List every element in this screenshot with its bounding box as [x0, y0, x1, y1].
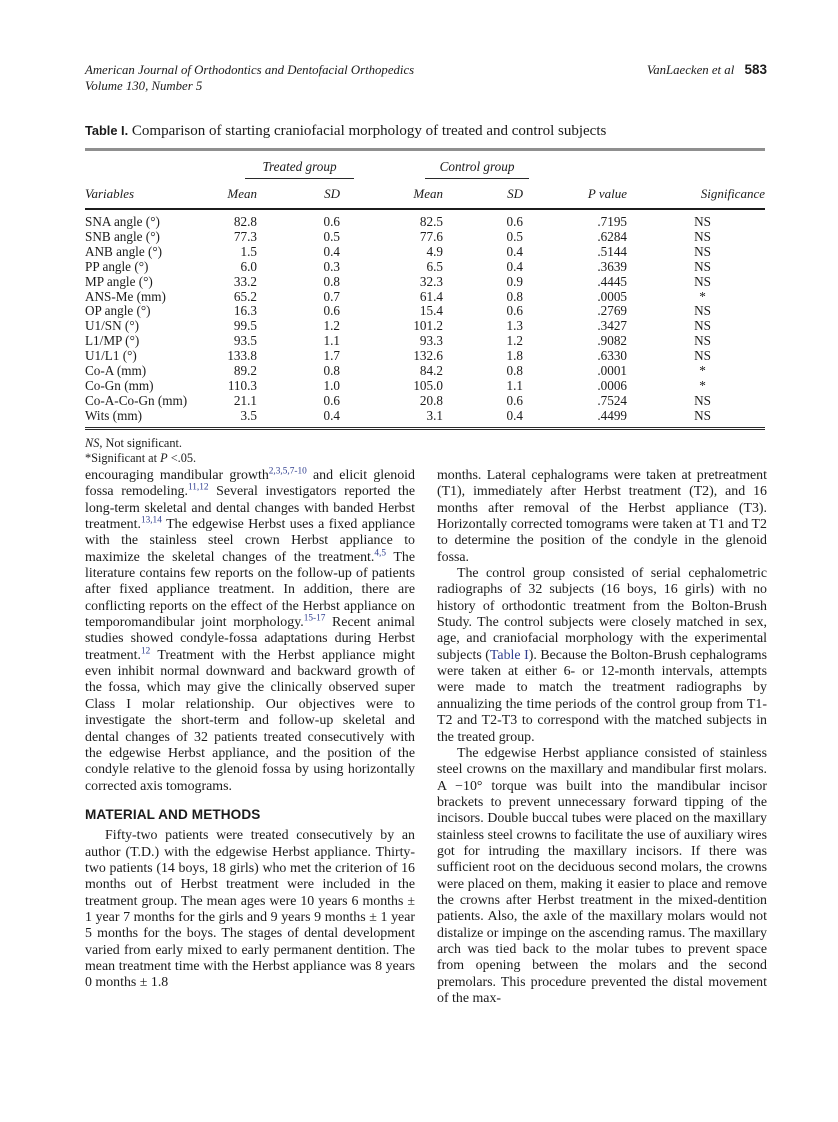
table-cell: 1.1: [506, 378, 523, 393]
text-segment: NS: [85, 435, 100, 450]
table-cell: 6.5: [426, 259, 443, 274]
table-cell: 0.3: [323, 259, 340, 274]
col-header-treated-sd: SD: [285, 180, 370, 209]
table-cell: NS: [694, 214, 711, 229]
table-footnote-significant: [85, 451, 765, 467]
table-cell: .3639: [597, 259, 627, 274]
table-caption-text: Comparison of starting craniofacial morphology of treated and control subjects: [131, 123, 607, 139]
table-cell: 0.6: [323, 304, 340, 319]
table-bottom-rule: [85, 427, 765, 430]
table-cell: 0.5: [323, 229, 340, 244]
paragraph-intro: [85, 468, 415, 795]
table-row: [85, 379, 765, 394]
group-header-row: [85, 151, 765, 180]
col-header-variables: Variables: [85, 180, 225, 209]
table-cell: NS: [694, 393, 711, 408]
citation-link[interactable]: 13,14: [140, 515, 162, 526]
table-1-section: [85, 121, 765, 467]
table-cell: .2769: [597, 304, 627, 319]
table-cell: .9082: [597, 334, 627, 349]
table-cell: 1.5: [240, 244, 257, 259]
table-cell: NS: [694, 229, 711, 244]
table-cell: SNB angle (°): [85, 229, 160, 244]
table-cell: U1/L1 (°): [85, 349, 137, 364]
text-segment: encouraging mandibular growth: [85, 468, 269, 483]
table-caption-line: [85, 121, 765, 141]
table-cell: Co-A (mm): [85, 364, 147, 379]
journal-volume: Volume 130, Number 5: [85, 79, 203, 93]
table-cell: .0001: [597, 364, 627, 379]
table-cell: PP angle (°): [85, 259, 149, 274]
table-cell: NS: [694, 334, 711, 349]
table-cell: 15.4: [419, 304, 443, 319]
table-cell: 77.6: [419, 229, 443, 244]
table-cell: .6284: [597, 229, 627, 244]
table-cell: Co-Gn (mm): [85, 378, 154, 393]
running-authors: VanLaecken et al: [646, 63, 735, 77]
citation-link[interactable]: 11,12: [187, 482, 209, 493]
text-segment: *Significant at: [85, 451, 161, 466]
table-cell: MP angle (°): [85, 274, 153, 289]
table-row: [85, 394, 765, 409]
table-cell: 133.8: [227, 349, 257, 364]
journal-title: American Journal of Orthodontics and Dentofacial Orthopedics: [85, 63, 415, 77]
paragraph-control-group: [437, 566, 767, 746]
table-cell: 61.4: [419, 289, 443, 304]
col-header-control-mean: Mean: [370, 180, 470, 209]
table-cell: 33.2: [233, 274, 257, 289]
table-cell: .6330: [597, 349, 627, 364]
table-cell: NS: [694, 304, 711, 319]
table-cell: 105.0: [413, 378, 443, 393]
table-ref-link[interactable]: Table I: [489, 647, 529, 663]
text-segment: Recent animal studies showed condyle-fossa adaptations during Herbst treatment.: [85, 615, 415, 663]
table-cell: *: [699, 378, 706, 393]
table-cell: 0.8: [323, 364, 340, 379]
table-cell: OP angle (°): [85, 304, 151, 319]
paragraph-methods-2: months. Lateral cephalograms were taken at pretreatment (T1), immediately after Herbst treatment (T2), and 16 months after removal of the Herbst appliance (T3). Horizontally corrected tomograms were taken at T1 and T2 to determine the position of the condyle in the glenoid fossa.: [437, 468, 767, 565]
table-cell: 32.3: [419, 274, 443, 289]
table-cell: 16.3: [233, 304, 257, 319]
col-header-control-sd: SD: [470, 180, 550, 209]
text-segment: The literature contains few reports on the follow-up of patients after fixed appliance treatment. In addition, there are conflicting reports on the effect of the Herbst appliance on temporomandibular joint morphology.: [85, 549, 415, 631]
table-cell: NS: [694, 319, 711, 334]
table-cell: 1.8: [506, 349, 523, 364]
table-cell: 1.2: [506, 334, 523, 349]
table-cell: 110.3: [227, 378, 257, 393]
table-cell: 93.3: [419, 334, 443, 349]
text-segment: Treatment with the Herbst appliance might even inhibit normal downward and backward growth of the fossa, which may give the clinically observed super Class I molar relationship. Our objectives were to investigate the short-term and follow-up skeletal and dental changes of 32 patients treated consecutively with the edgewise Herbst appliance, and the position of the condyle relative to the glenoid fossa by using horizontally corrected axis tomograms.: [85, 647, 415, 794]
running-head-right: [647, 62, 767, 78]
table-cell: 0.6: [506, 304, 523, 319]
table-cell: 99.5: [233, 319, 257, 334]
table-row: [85, 304, 765, 319]
table-cell: NS: [694, 259, 711, 274]
table-cell: 0.5: [506, 229, 523, 244]
table-row: [85, 349, 765, 364]
table-cell: .3427: [597, 319, 627, 334]
paragraph-methods-1: Fifty-two patients were treated consecutively by an author (T.D.) with the edgewise Herbst appliance. Thirty-two patients (14 boys, 18 girls) who met the criterion of 16 months out of Herbst treatment were included in the treatment group. The mean ages were 10 years 6 months ± 1 year 7 months for the girls and 9 years 9 months ± 1 year 5 months for the boys. The stages of dental development varied from early mixed to early permanent dentition. The mean treatment time with the Herbst appliance was 8 years 0 months ± 1.8: [85, 828, 415, 991]
running-head: [85, 62, 767, 94]
table-label: Table I.: [85, 123, 129, 138]
table-cell: 89.2: [233, 364, 257, 379]
table-cell: .4445: [597, 274, 627, 289]
table-cell: NS: [694, 408, 711, 423]
citation-link[interactable]: 4,5: [374, 548, 386, 559]
table-row: [85, 334, 765, 349]
table-cell: Co-A-Co-Gn (mm): [85, 393, 188, 408]
text-segment: P: [160, 451, 168, 466]
table-cell: NS: [694, 244, 711, 259]
table-cell: 0.9: [506, 274, 523, 289]
text-segment: ). Because the Bolton-Brush cephalograms were taken at either 6- or 12-month intervals, attempts were made to match the treatment radiographs by annualizing the time periods of the control group from T1-T2 and T2-T3 to correspond with the matched subjects in the treated group.: [437, 647, 767, 745]
table-cell: 4.9: [426, 244, 443, 259]
table-cell: 84.2: [419, 364, 443, 379]
table-cell: 0.8: [506, 364, 523, 379]
table-cell: 132.6: [413, 349, 443, 364]
table-cell: 0.8: [506, 289, 523, 304]
citation-link[interactable]: 15-17: [303, 613, 326, 624]
journal-info: [85, 62, 414, 94]
table-cell: NS: [694, 274, 711, 289]
col-header-treated-mean: Mean: [225, 180, 285, 209]
table-cell: 1.2: [323, 319, 340, 334]
table-cell: .7195: [597, 214, 627, 229]
citation-link[interactable]: 2,3,5,7-10: [268, 466, 307, 477]
text-segment: and elicit glenoid fossa remodeling.: [85, 468, 415, 500]
column-header-row: [85, 180, 765, 209]
page-number: 583: [744, 62, 767, 77]
table-cell: 0.7: [323, 289, 340, 304]
table-row: [85, 319, 765, 334]
table-cell: .0006: [597, 378, 627, 393]
text-segment: Several investigators reported the long-term skeletal and dental changes with banded Herbst treatment.: [85, 484, 415, 533]
table-cell: 3.1: [426, 408, 443, 423]
table-cell: .0005: [597, 289, 627, 304]
table-cell: ANS-Me (mm): [85, 289, 166, 304]
table-cell: *: [699, 289, 706, 304]
table-footnotes: [85, 436, 765, 467]
table-cell: NS: [694, 349, 711, 364]
table-cell: 20.8: [419, 393, 443, 408]
treated-group-header: Treated group: [245, 159, 354, 179]
paragraph-appliance: The edgewise Herbst appliance consisted of stainless steel crowns on the maxillary and mandibular first molars. A −10° torque was built into the mandibular incisor brackets to prevent unnecessary forward tipping of the incisors. Double buccal tubes were placed on the maxillary stainless steel crowns to facilitate the use of auxiliary wires got for intruding the maxillary incisors. If there was sufficient root on the deciduous second molars, the crowns were placed on them, making it easier to place and remove the crowns after Herbst treatment in the mixed-dentition patients. Also, the axle of the maxillary molars would not distalize or impinge on the ascending ramus. The maxillary arch was tied back to the molar tubes to prevent space from opening between the molars and the second premolars. This procedure prevented the distal movement of the max-: [437, 745, 767, 1006]
citation-link[interactable]: 12: [140, 646, 151, 657]
right-column: [437, 468, 767, 1007]
table-cell: 1.7: [323, 349, 340, 364]
left-column: [85, 468, 415, 1007]
table-cell: 0.4: [506, 244, 523, 259]
table-row: [85, 409, 765, 424]
table-cell: SNA angle (°): [85, 214, 160, 229]
comparison-table: [85, 151, 765, 424]
text-segment: The control group consisted of serial cephalometric radiographs of 32 subjects (16 boys, 16 girls) with no history of orthodontic treatment from the Bolton-Brush Study. The control subjects were closely matched in sex, age, and craniofacial morphology with the experimental subjects (: [437, 566, 767, 663]
table-cell: 0.4: [506, 408, 523, 423]
table-cell: 0.6: [323, 214, 340, 229]
table-cell: .5144: [597, 244, 627, 259]
text-segment: <.05.: [167, 451, 197, 466]
text-segment: , Not significant.: [99, 435, 183, 450]
table-cell: 0.6: [506, 393, 523, 408]
control-group-header: Control group: [425, 159, 529, 179]
table-row: [85, 230, 765, 245]
table-cell: 77.3: [233, 229, 257, 244]
table-cell: 65.2: [233, 289, 257, 304]
table-cell: .7524: [597, 393, 627, 408]
table-cell: 1.3: [506, 319, 523, 334]
table-cell: 93.5: [233, 334, 257, 349]
section-heading-material-and-methods: MATERIAL AND METHODS: [85, 806, 261, 822]
table-cell: 0.4: [323, 408, 340, 423]
table-cell: 101.2: [413, 319, 443, 334]
table-cell: 0.8: [323, 274, 340, 289]
table-cell: 82.5: [419, 214, 443, 229]
table-row: [85, 275, 765, 290]
table-row: [85, 209, 765, 230]
table-cell: 21.1: [233, 393, 257, 408]
table-cell: 1.0: [323, 378, 340, 393]
col-header-p-value: P value: [550, 180, 640, 209]
table-cell: 0.6: [323, 393, 340, 408]
table-footnote-ns: [85, 436, 765, 452]
table-cell: *: [699, 364, 706, 379]
table-row: [85, 245, 765, 260]
article-body: [85, 468, 767, 1007]
table-cell: U1/SN (°): [85, 319, 139, 334]
text-segment: The edgewise Herbst uses a fixed appliance with the stainless steel crown Herbst appliance to maximize the skeletal changes of the treatment.: [85, 517, 415, 565]
table-cell: ANB angle (°): [85, 244, 163, 259]
table-cell: 1.1: [323, 334, 340, 349]
table-cell: 0.4: [506, 259, 523, 274]
table-row: [85, 290, 765, 305]
table-cell: 82.8: [233, 214, 257, 229]
col-header-significance: Significance: [640, 180, 765, 209]
table-row: [85, 364, 765, 379]
table-cell: .4499: [597, 408, 627, 423]
table-cell: 0.4: [323, 244, 340, 259]
table-cell: 3.5: [240, 408, 257, 423]
table-cell: Wits (mm): [85, 408, 142, 423]
table-cell: 0.6: [506, 214, 523, 229]
table-cell: L1/MP (°): [85, 334, 140, 349]
table-cell: 6.0: [240, 259, 257, 274]
table-row: [85, 260, 765, 275]
